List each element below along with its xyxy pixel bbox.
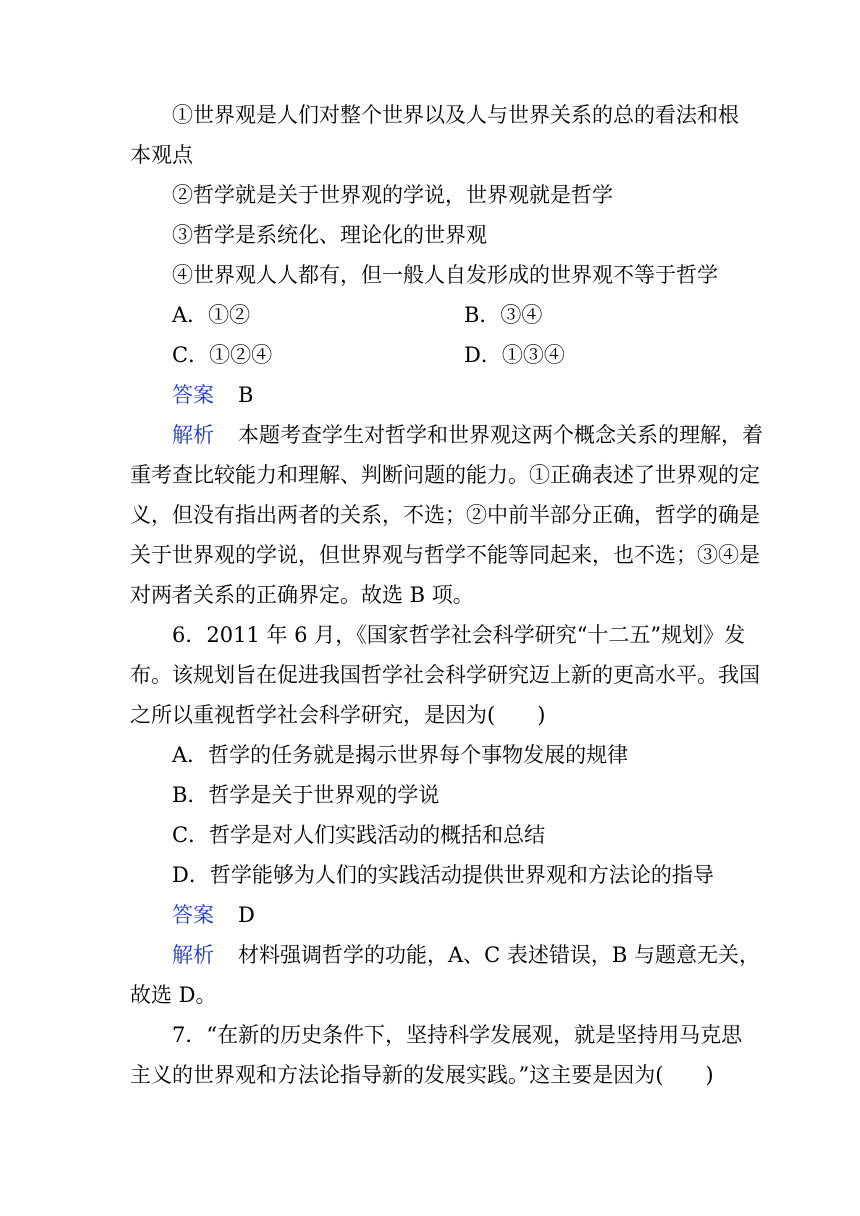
statement-2: ②哲学就是关于世界观的学说，世界观就是哲学 [172,183,613,207]
statement-4: ④世界观人人都有，但一般人自发形成的世界观不等于哲学 [172,263,718,287]
q6-option-c: C．哲学是对人们实践活动的概括和总结 [172,823,546,847]
analysis-q5-line-3: 义，但没有指出两者的关系，不选；②中前半部分正确，哲学的确是 [130,503,760,527]
answer-row-q5 [172,383,253,407]
analysis-q6-line-1: 解析 材料强调哲学的功能，A、C 表述错误，B 与题意无关， [172,943,761,967]
answer-row-q6 [172,903,255,927]
question-7-line-1: 7．“在新的历史条件下，坚持科学发展观，就是坚持用马克思 [172,1023,743,1047]
analysis-q6-line-2: 故选 D。 [130,983,217,1007]
answer-label: 答案 [172,903,214,927]
analysis-label: 解析 [172,943,214,967]
analysis-q5-line-5: 对两者关系的正确界定。故选 B 项。 [130,583,474,607]
question-6-line-2: 布。该规划旨在促进我国哲学社会科学研究迈上新的更高水平。我国 [130,663,760,687]
q6-option-a: A．哲学的任务就是揭示世界每个事物发展的规律 [172,743,629,767]
statement-3: ③哲学是系统化、理论化的世界观 [172,223,487,247]
analysis-q5-line-4: 关于世界观的学说，但世界观与哲学不能等同起来，也不选；③④是 [130,543,760,567]
statement-1-line-1: ①世界观是人们对整个世界以及人与世界关系的总的看法和根 [172,103,739,127]
analysis-label: 解析 [172,423,214,447]
answer-value: B [238,383,254,407]
analysis-q5-line-2: 重考查比较能力和理解、判断问题的能力。①正确表述了世界观的定 [130,463,760,487]
answer-label: 答案 [172,383,214,407]
question-6-line-3: 之所以重视哲学社会科学研究，是因为( ) [130,703,546,727]
q6-option-b: B．哲学是关于世界观的学说 [172,783,440,807]
option-d: D．①③④ [464,343,565,367]
analysis-q5-line-1: 解析 本题考查学生对哲学和世界观这两个概念关系的理解，着 [172,423,763,447]
question-7-line-2: 主义的世界观和方法论指导新的发展实践。”这主要是因为( ) [130,1063,714,1087]
question-6-line-1: 6．2011 年 6 月，《国家哲学社会科学研究“十二五”规划》发 [172,623,746,647]
statement-1-line-2: 本观点 [130,143,193,167]
answer-value: D [238,903,255,927]
q6-option-d: D．哲学能够为人们的实践活动提供世界观和方法论的指导 [172,863,714,887]
option-b: B．③④ [464,303,543,327]
option-c: C．①②④ [172,343,273,367]
option-a: A．①② [172,303,251,327]
